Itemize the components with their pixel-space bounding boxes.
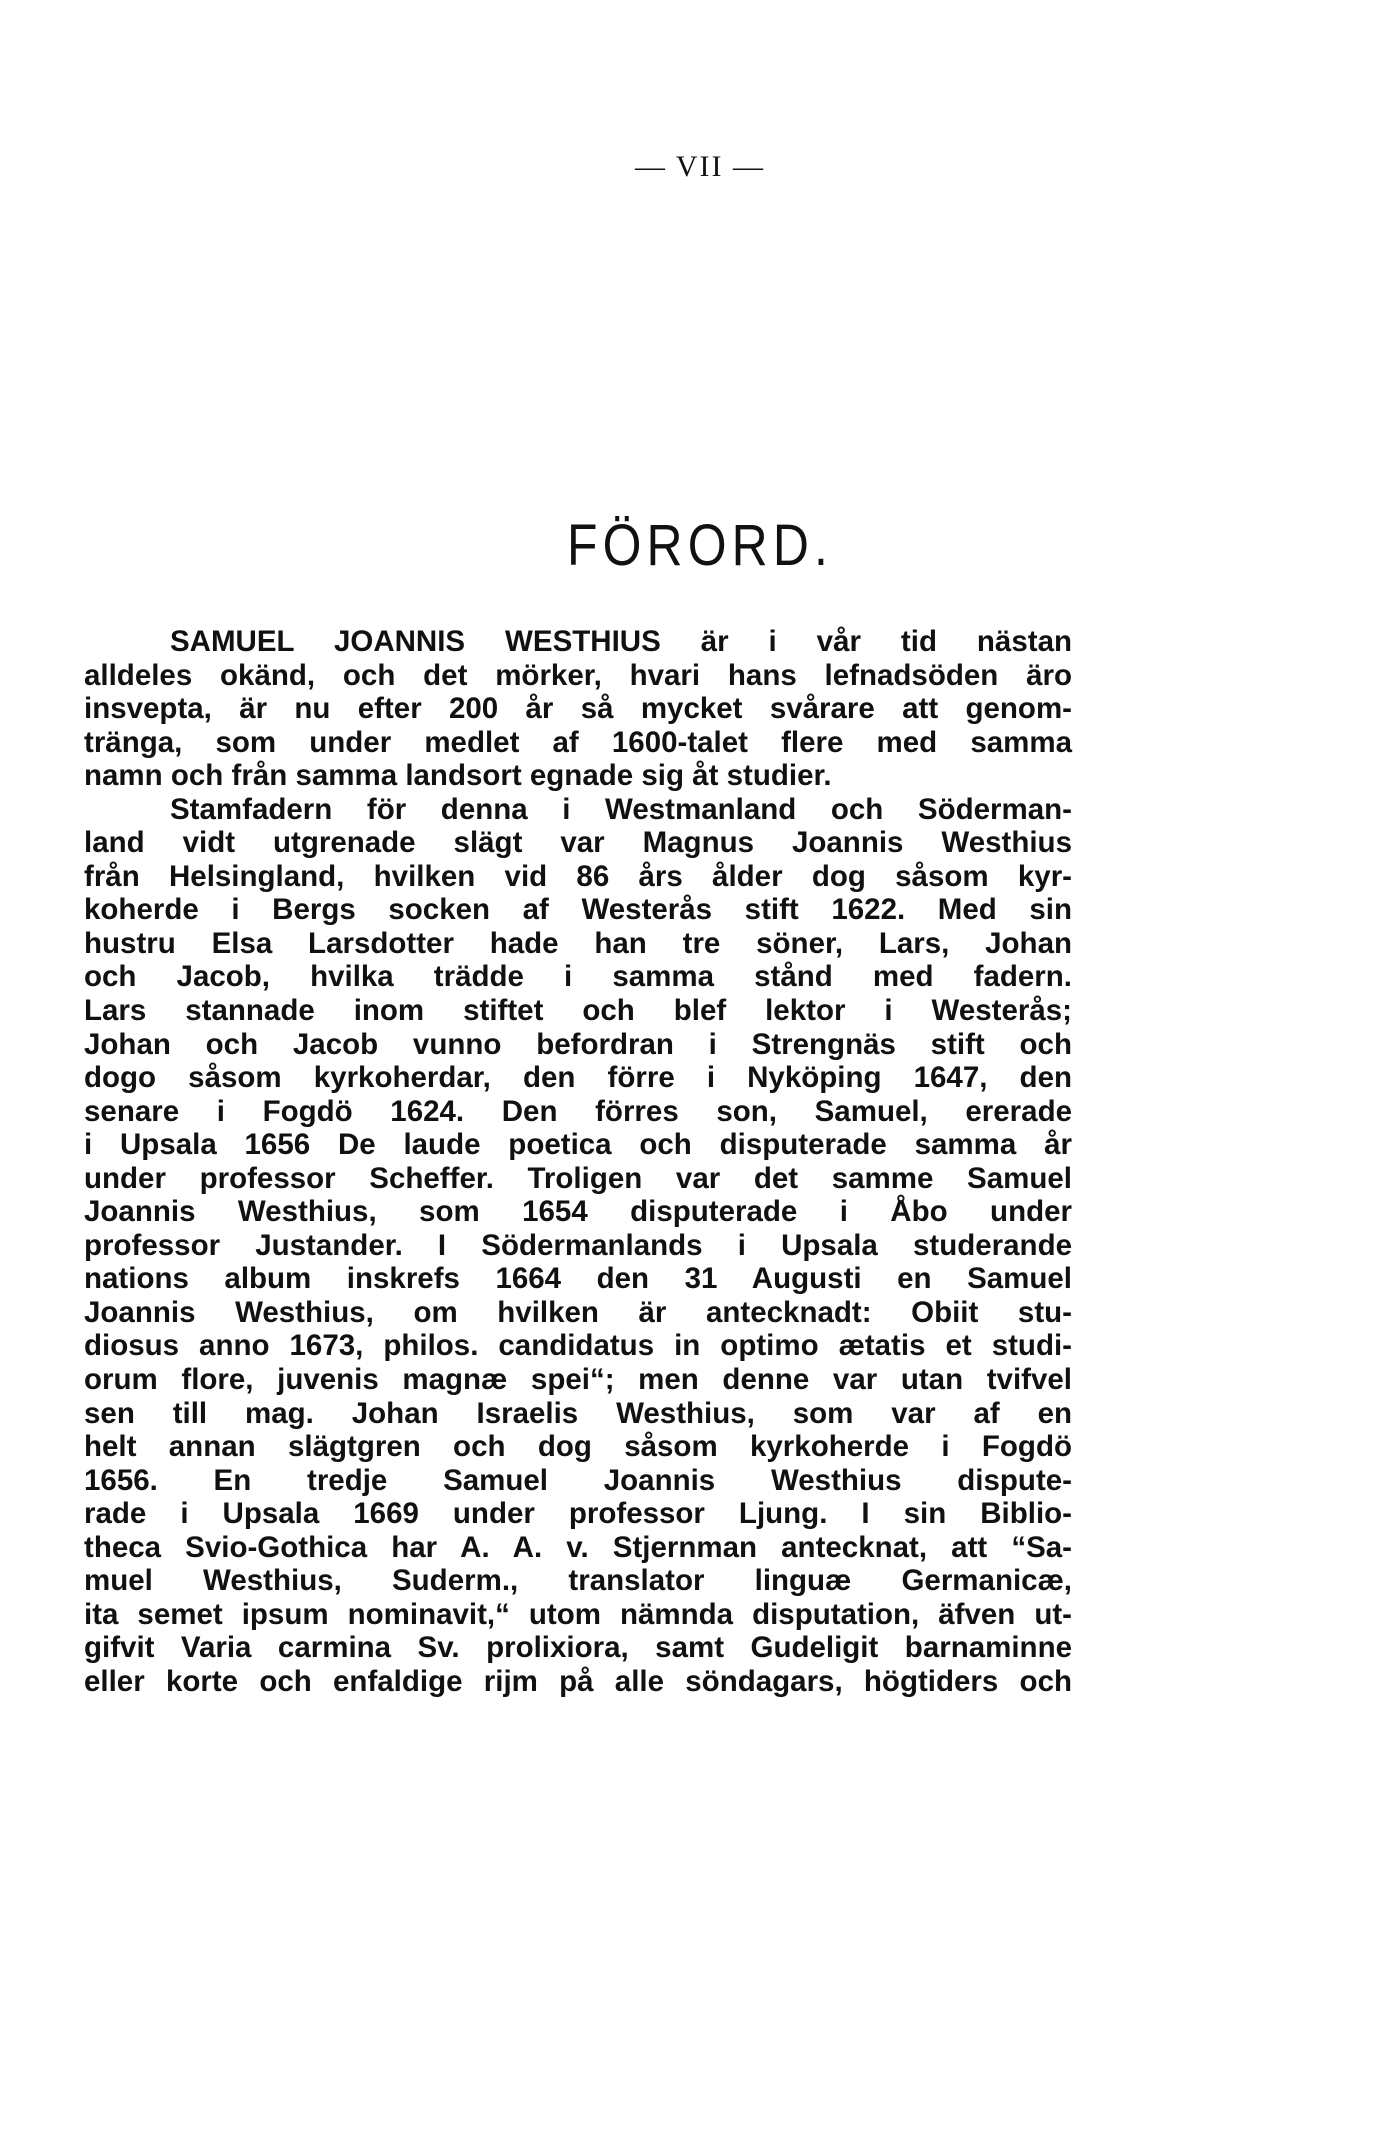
preface-body — [84, 625, 1072, 1699]
text-line: och Jacob, hvilka trädde i samma stånd med fadern. — [84, 960, 1072, 994]
text-line: Lars stannade inom stiftet och blef lektor i Westerås; — [84, 994, 1072, 1028]
page-number: — VII — — [634, 150, 766, 183]
text-line: eller korte och enfaldige rijm på alle söndagars, högtiders och — [84, 1664, 1072, 1698]
text-line: senare i Fogdö 1624. Den förres son, Samuel, ererade — [84, 1094, 1072, 1128]
text-line: muel Westhius, Suderm., translator linguæ Germanicæ, — [84, 1564, 1072, 1598]
text-line: 1656. En tredje Samuel Joannis Westhius dispute- — [84, 1463, 1072, 1497]
text-line: professor Justander. I Södermanlands i Upsala studerande — [84, 1228, 1072, 1262]
text-line: tränga, som under medlet af 1600-talet flere med samma — [84, 725, 1072, 759]
text-line: hustru Elsa Larsdotter hade han tre söner, Lars, Johan — [84, 926, 1072, 960]
text-line: ita semet ipsum nominavit,“ utom nämnda disputation, äfven ut- — [84, 1597, 1072, 1631]
text-line: SAMUEL JOANNIS WESTHIUS är i vår tid nästan — [170, 625, 1072, 658]
chapter-heading: FÖRORD. — [566, 513, 834, 578]
text-line: dogo såsom kyrkoherdar, den förre i Nyköping 1647, den — [84, 1061, 1072, 1095]
text-line: under professor Scheffer. Troligen var det samme Samuel — [84, 1161, 1072, 1195]
text-line: Joannis Westhius, som 1654 disputerade i Åbo under — [84, 1195, 1072, 1229]
text-line: orum flore, juvenis magnæ spei“; men denne var utan tvifvel — [84, 1363, 1072, 1397]
text-line: namn och från samma landsort egnade sig åt studier. — [84, 759, 832, 793]
text-line: Stamfadern för denna i Westmanland och Söderman- — [170, 792, 1072, 826]
text-line: diosus anno 1673, philos. candidatus in optimo ætatis et studi- — [84, 1329, 1072, 1363]
text-line: rade i Upsala 1669 under professor Ljung. I sin Biblio- — [84, 1497, 1072, 1531]
text-line: från Helsingland, hvilken vid 86 års ålder dog såsom kyr- — [84, 859, 1072, 893]
text-line: sen till mag. Johan Israelis Westhius, som var af en — [84, 1396, 1072, 1430]
text-line: i Upsala 1656 De laude poetica och disputerade samma år — [84, 1128, 1072, 1162]
text-line: insvepta, är nu efter 200 år så mycket svårare att genom- — [84, 692, 1072, 726]
text-line: nations album inskrefs 1664 den 31 Augusti en Samuel — [84, 1262, 1072, 1296]
text-line: alldeles okänd, och det mörker, hvari hans lefnadsöden äro — [84, 658, 1072, 692]
text-line: theca Svio-Gothica har A. A. v. Stjernman antecknat, att “Sa- — [84, 1530, 1072, 1564]
text-line: helt annan slägtgren och dog såsom kyrkoherde i Fogdö — [84, 1430, 1072, 1464]
text-line: koherde i Bergs socken af Westerås stift 1622. Med sin — [84, 893, 1072, 927]
text-line: gifvit Varia carmina Sv. prolixiora, samt Gudeligit barnaminne — [84, 1631, 1072, 1665]
text-line: land vidt utgrenade slägt var Magnus Joannis Westhius — [84, 826, 1072, 860]
text-line: Joannis Westhius, om hvilken är antecknadt: Obiit stu- — [84, 1295, 1072, 1329]
text-line: Johan och Jacob vunno befordran i Strengnäs stift och — [84, 1027, 1072, 1061]
